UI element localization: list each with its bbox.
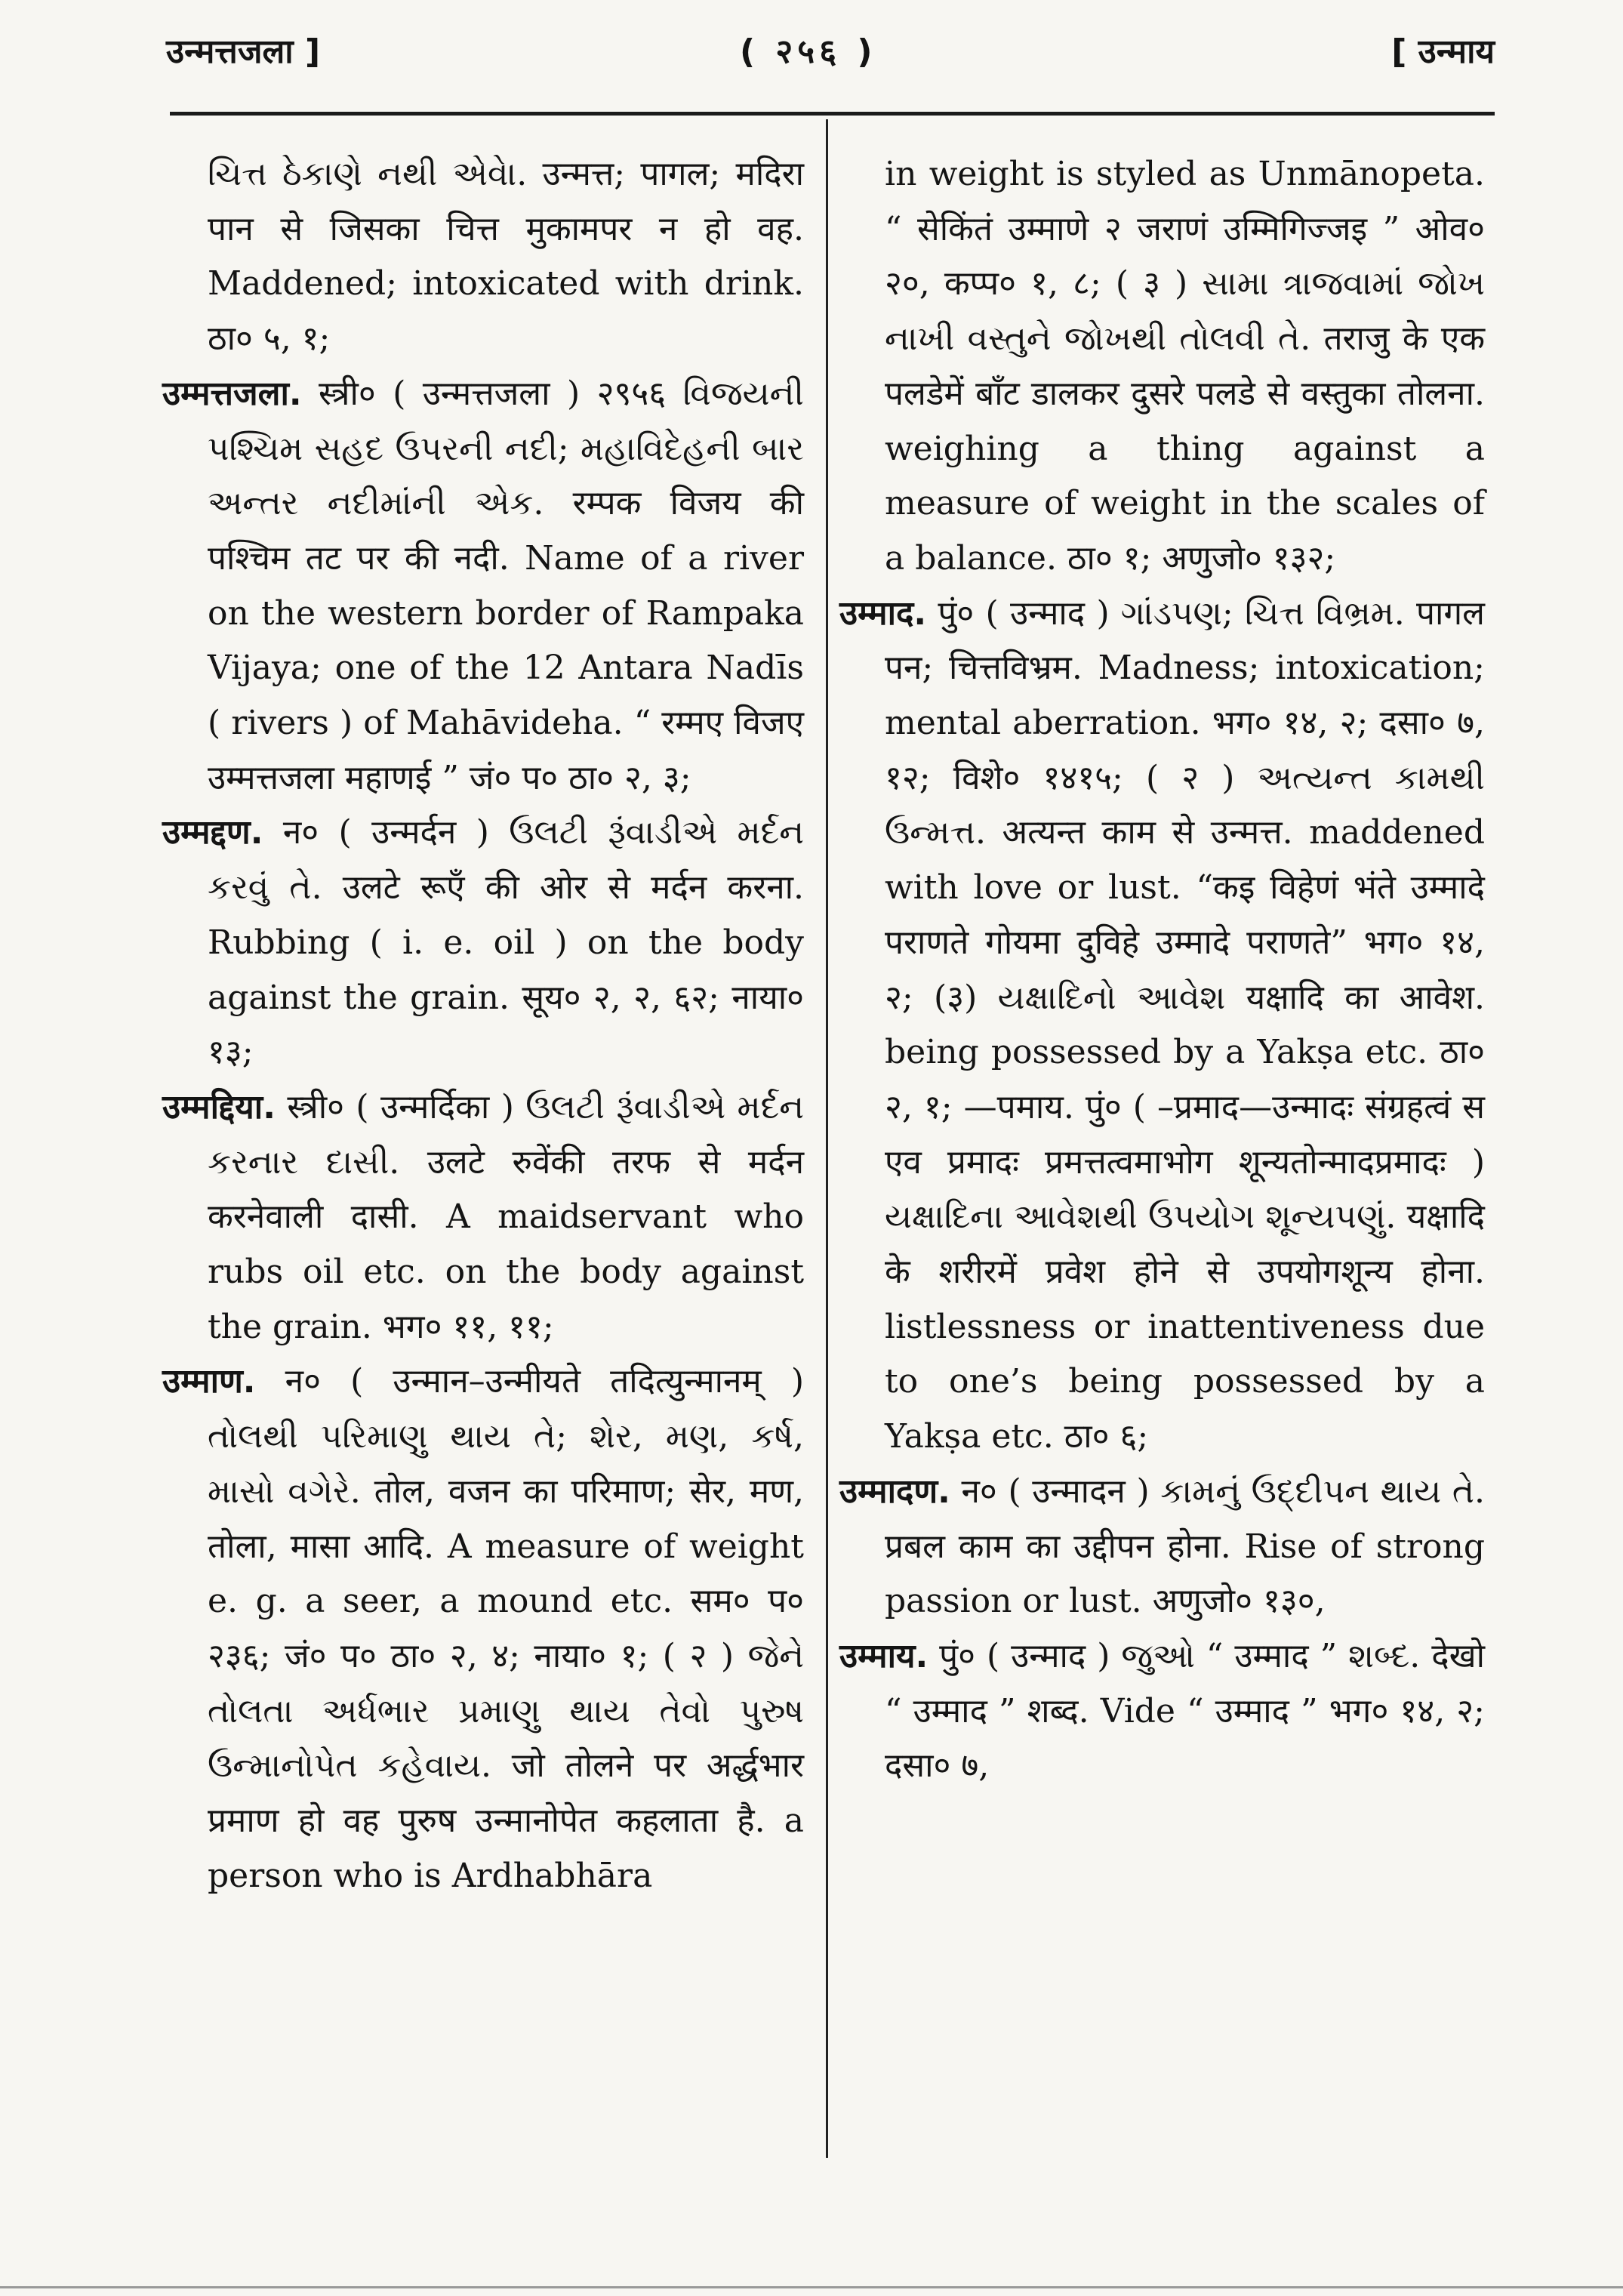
left-column [162,147,804,1904]
header-right-guide-word: [ उन्माय [1391,32,1495,71]
entry-headword: उम्माण. [162,1362,256,1401]
right-column [839,147,1485,1794]
entry-definition: in weight is styled as Unmānopeta. “ सेकिंतं उम्माणे २ जराणं उम्मिगिज्जइ ” ओव० २०, कप्प० १, ८; ( ३ ) સામા ત્રાજવામાં જોખ નાખી વસ્તુને જોખથી તોલવી તે. तराजु के एक पलडेमें बाँट डालकर दुसरे पलडे से वस्तुका तोलना. weighing a thing against a measure of weight in the scales of a balance. ठा० १; अणुजो० १३२; [885,155,1485,578]
dictionary-entry [839,147,1485,587]
dictionary-entry [839,1465,1485,1629]
dictionary-entry [162,147,804,367]
dictionary-entry [162,367,804,806]
dictionary-entry [162,1080,804,1355]
entry-definition: स्त्री० ( उन्मत्तजला ) २९५६ વિજયની પશ્ચિમ સહદ ઉપરની નદી; મહાવિદેહની બાર અન્તર નદીમાંની એક. रम्पक विजय की पश्चिम तट पर की नदी. Name of a river on the western border of Rampaka Vijaya; one of the 12 Antara Nadīs ( rivers ) of Mahāvideha. “ रम्मए विजए उम्मत्तजला महाणई ” जं० प० ठा० २, ३; [208,374,804,797]
entry-definition: पुं० ( उन्माद ) જુઓ “ उम्माद ” શબ્દ. देखो “ उम्माद ” शब्द. Vide “ उम्माद ” भग० १४, २; दसा० ७, [885,1636,1485,1786]
entry-definition: न० ( उन्मान–उन्मीयते तदित्युन्मानम् ) તોલથી પરિમાણુ થાય તે; શેર, મણ, કર્ષ, માસો વગેરે. तोल, वजन का परिमाण; सेर, मण, तोला, मासा आदि. A measure of weight e. g. a seer, a mound etc. सम० प० २३६; जं० प० ठा० २, ४; नाया० १; ( २ ) જેને તોલતા અર્ધભાર પ્રમાણુ થાય તેવો પુરુષ ઉન્માનોપેત કહેવાય. जो तोलने पर अर्द्धभार प्रमाण हो वह पुरुष उन्मानोपेत कहलाता है. a person who is Ardhabhāra [208,1362,804,1895]
entry-headword: उम्माद. [839,593,927,633]
entry-headword: उम्मद्दण. [162,813,263,852]
entry-headword: उम्मादण. [839,1472,950,1511]
column-divider [826,119,828,2158]
entry-definition: स्त्री० ( उन्मर्दिका ) ઉલટી રૂંવાડીએ મર્દન કરનાર દાસી. उलटे रुवेंकी तरफ से मर्दन करनेवाली दासी. A maidservant who rubs oil etc. on the body against the grain. भग० ११, ११; [208,1087,804,1346]
entry-definition: ચિત્ત ઠેકાણે નથી એવેા. उन्मत्त; पागल; मदिरा पान से जिसका चित्त मुकामपर न हो वह. Maddened; intoxicated with drink. ठा० ५, १; [208,155,804,359]
entry-definition: न० ( उन्मर्दन ) ઉલટી રૂંવાડીએ મર્દન કરવું તે. उलटे रूएँ की ओर से मर्दन करना. Rubbing ( i. e. oil ) on the body against the grain. सूय० २, २, ६२; नाया० १३; [208,813,804,1072]
dictionary-entry [162,1354,804,1903]
header-left-guide-word: उन्मत्तजला ] [166,32,321,71]
page-number: ( २५६ ) [740,32,877,71]
entry-definition: न० ( उन्मादन ) કામનું ઉદ્દીપન થાય તે. प्रबल काम का उद्दीपन होना. Rise of strong passion or lust. अणुजो० १३०, [885,1472,1485,1621]
dictionary-entry [162,806,804,1080]
header-rule [170,112,1495,116]
page-bottom-edge [0,2286,1623,2288]
entry-headword: उम्मत्तजला. [162,374,302,413]
entry-definition: पुं० ( उन्माद ) ગાંડપણ; ચિત્ત વિભ્રમ. पागल पन; चित्तविभ्रम. Madness; intoxication; mental aberration. भग० १४, २; दसा० ७, १२; विशे० १४१५; ( २ ) અત્યન્ત કામથી ઉન્મત્ત. अत्यन्त काम से उन्मत्त. maddened with love or lust. “कइ विहेणं भंते उम्मादे पराणते गोयमा दुविहे उम्मादे पराणते” भग० १४, २; (३) યક્ષાદિનો આવેશ यक्षादि का आवेश. being possessed by a Yakṣa etc. ठा० २, १; —पमाय. पुं० ( –प्रमाद—उन्मादः संग्रहत्वं स एव प्रमादः प्रमत्तत्वमाभोग शून्यतोन्मादप्रमादः ) યક્ષાદિના આવેશથી ઉપયોગ શૂન્યપણું. यक्षादि के शरीरमें प्रवेश होने से उपयोगशून्य होना. listlessness or inattentiveness due to one’s being possessed by a Yakṣa etc. ठा० ६; [885,593,1485,1456]
dictionary-entry [839,1629,1485,1794]
dictionary-entry [839,587,1485,1465]
page-header [166,27,1495,88]
entry-headword: उम्मद्दिया. [162,1087,276,1126]
entry-headword: उम्माय. [839,1636,929,1675]
